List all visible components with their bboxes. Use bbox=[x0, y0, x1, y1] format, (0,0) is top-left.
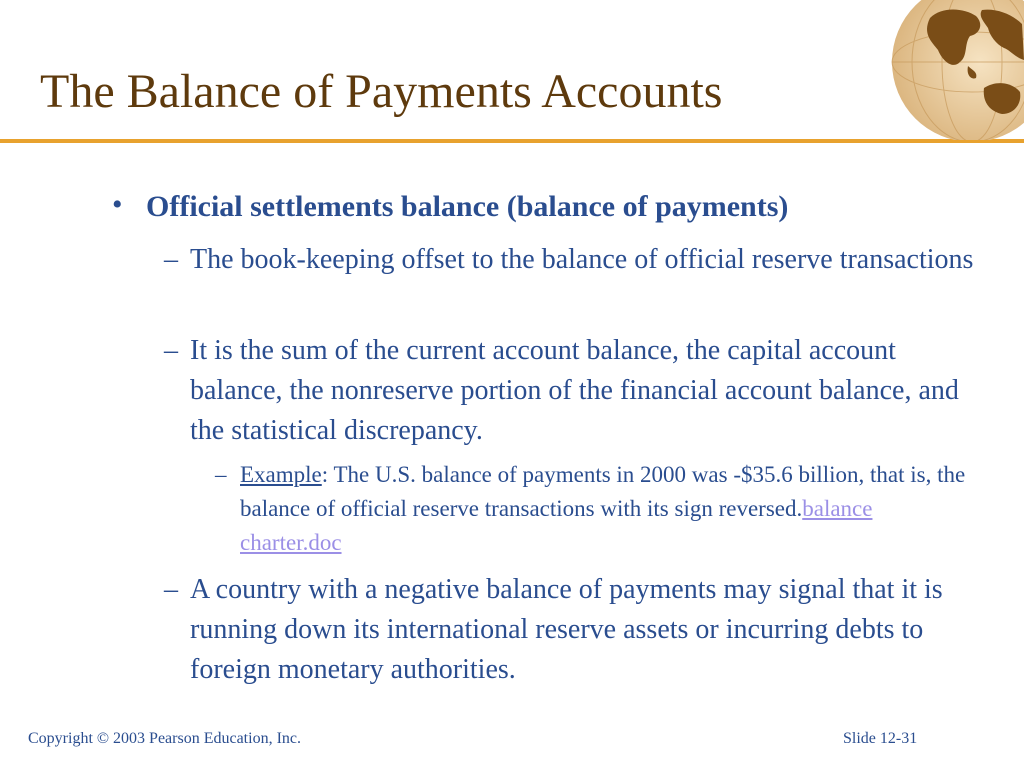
sub-bullet-2: It is the sum of the current account balance, the capital account balance, the nonreserve portion of the financial account balance, and the statistical discrepancy. bbox=[190, 335, 959, 446]
bullet-marker: • bbox=[112, 188, 123, 221]
dash-marker: – bbox=[164, 335, 178, 366]
slide-number: Slide 12-31 bbox=[843, 730, 918, 747]
bullet-heading: Official settlements balance (balance of payments) bbox=[146, 190, 789, 223]
example-text: : The U.S. balance of payments in 2000 was -$35.6 billion, that is, the balance of official reserve transactions with its sign reversed. bbox=[240, 462, 966, 521]
sub-bullet-3: A country with a negative balance of payments may signal that it is running down its international reserve assets or incurring debts to foreign monetary authorities. bbox=[190, 574, 943, 685]
sub-bullet-1: The book-keeping offset to the balance of official reserve transactions bbox=[190, 244, 974, 275]
dash-marker: – bbox=[215, 462, 227, 487]
copyright-notice: Copyright © 2003 Pearson Education, Inc. bbox=[28, 730, 301, 747]
example-label: Example bbox=[240, 462, 322, 487]
dash-marker: – bbox=[164, 244, 178, 275]
dash-marker: – bbox=[164, 574, 178, 605]
example-paragraph bbox=[240, 458, 970, 560]
slide-title: The Balance of Payments Accounts bbox=[40, 65, 723, 118]
document-link[interactable]: balance charter.doc bbox=[240, 496, 873, 555]
